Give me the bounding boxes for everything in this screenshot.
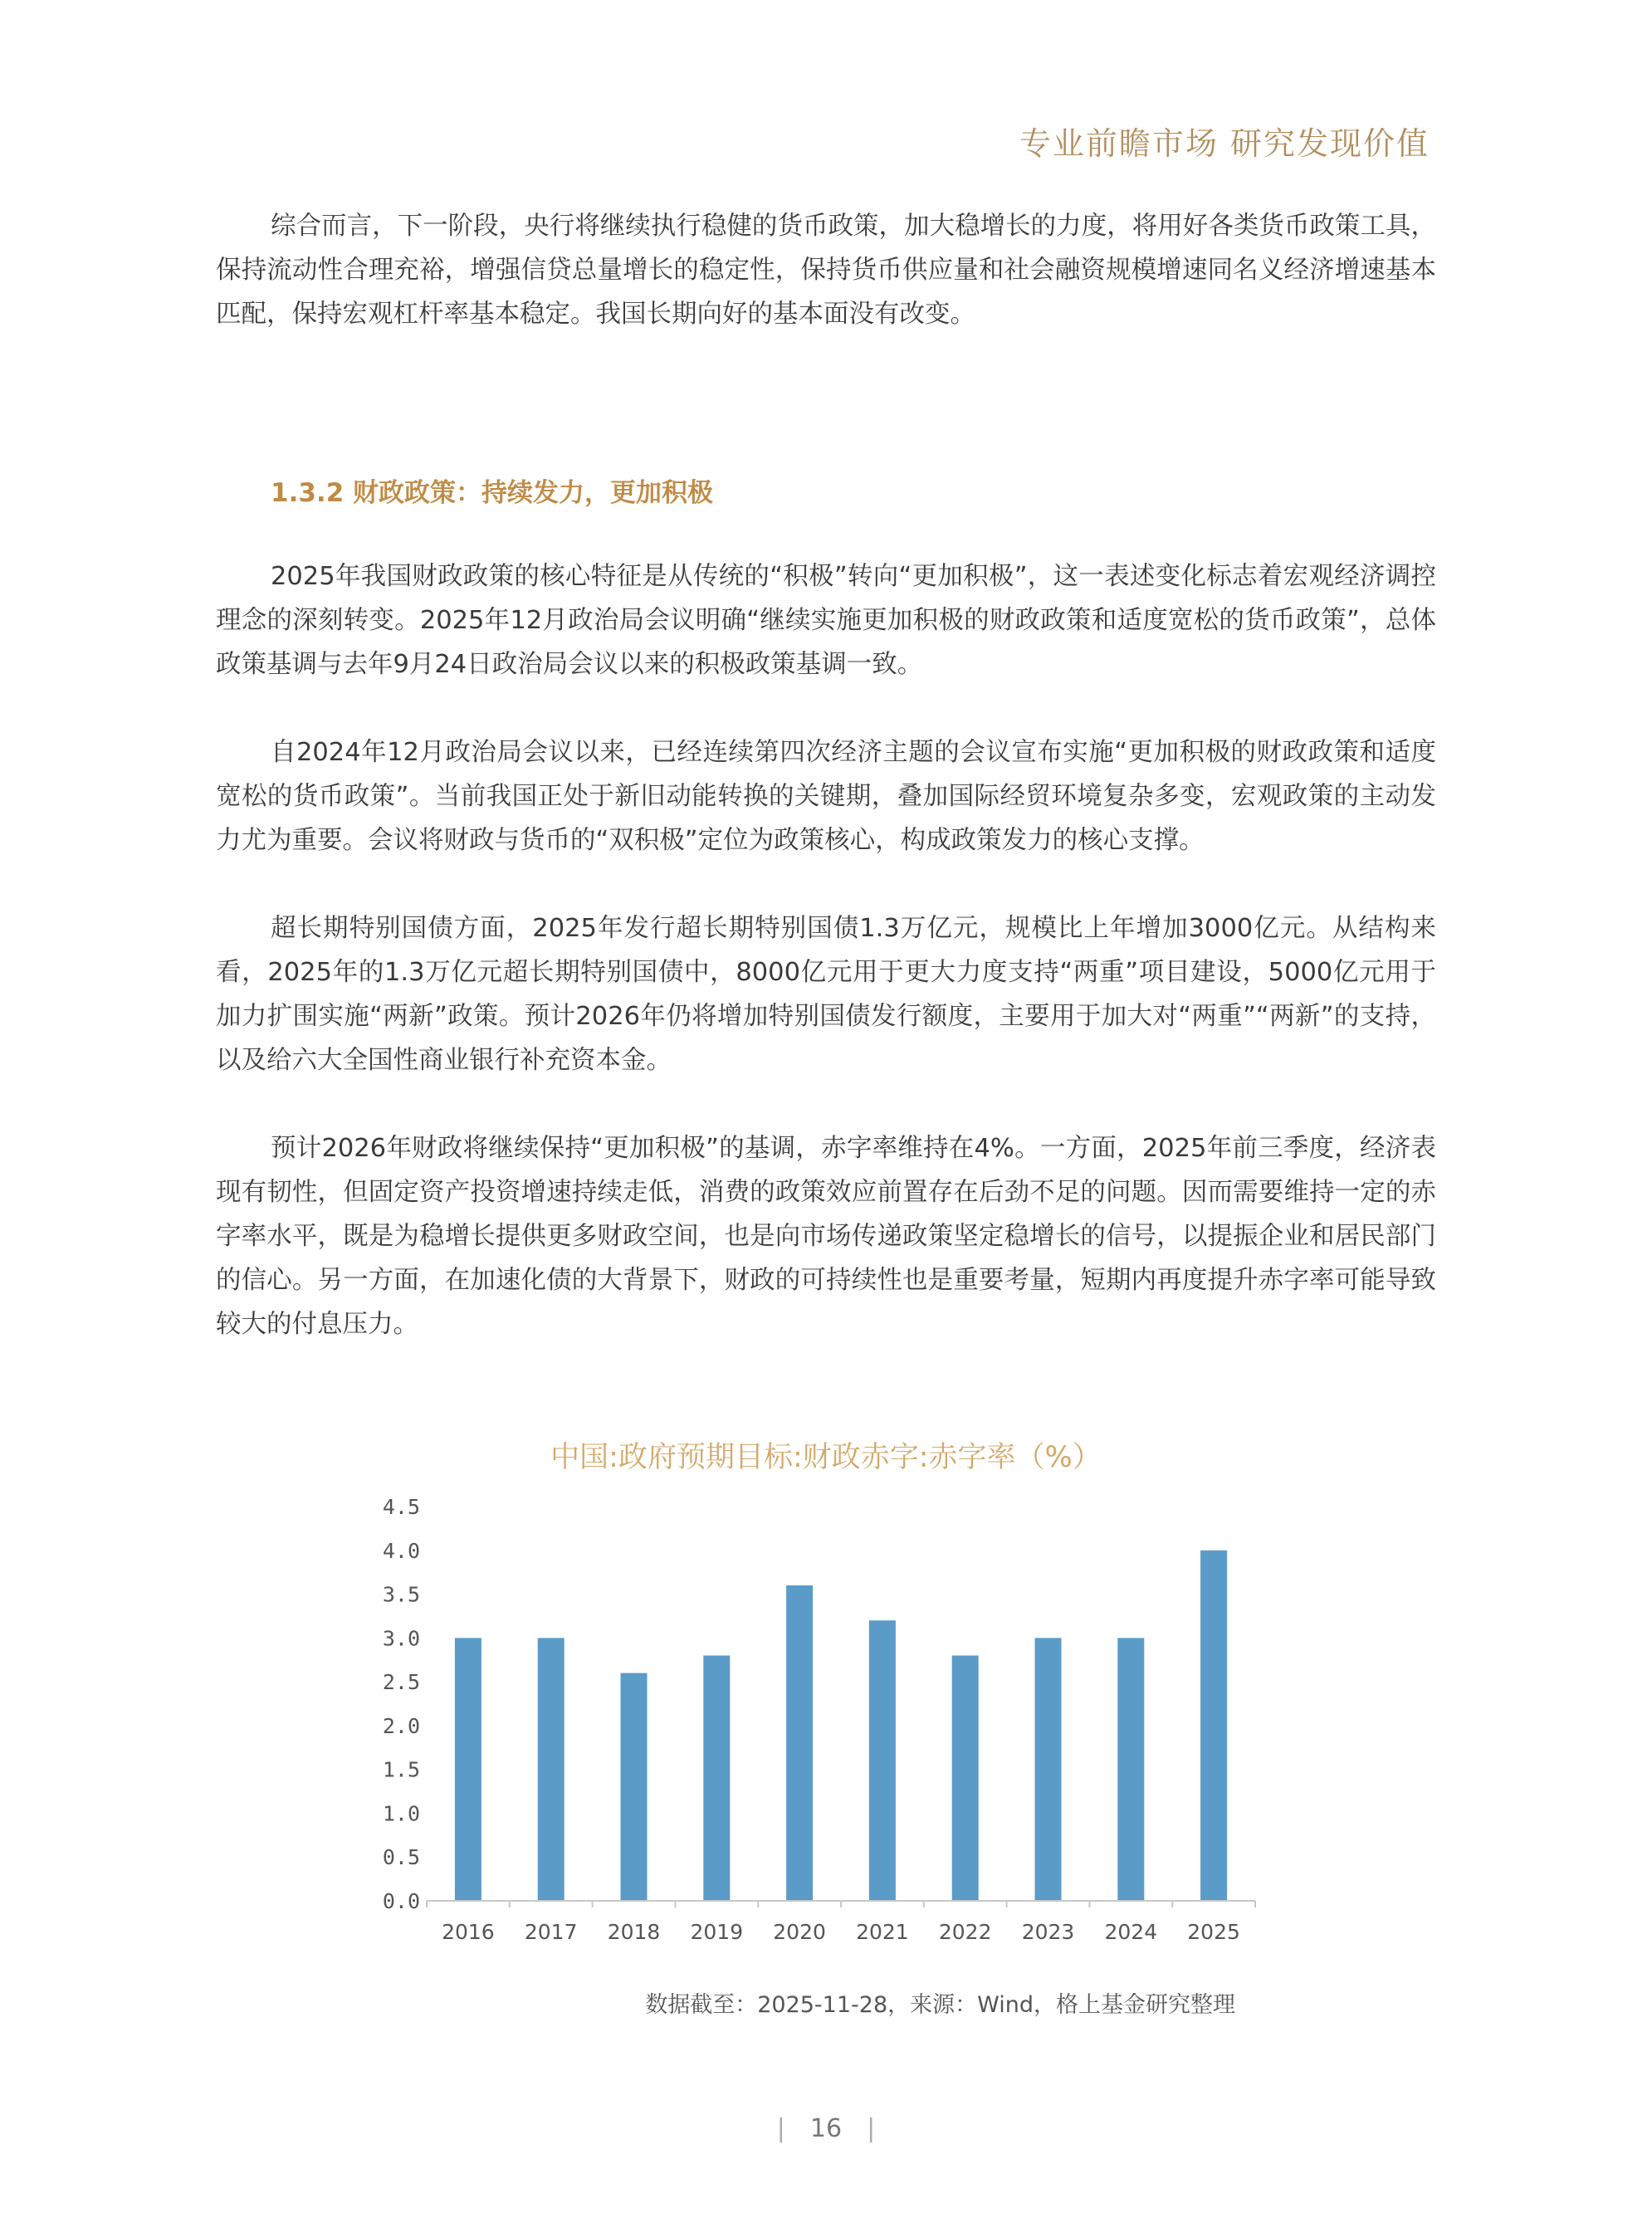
bars (455, 1551, 1227, 1901)
bar-2021 (869, 1620, 896, 1901)
source-note: 数据截至：2025-11-28，来源：Wind，格上基金研究整理 (645, 1992, 1235, 2018)
x-tick-label-2024: 2024 (1104, 1920, 1158, 1944)
deficit-rate-bar-chart (349, 1482, 1278, 1963)
y-tick-label: 1.5 (382, 1757, 420, 1782)
x-tick-label-2023: 2023 (1021, 1920, 1075, 1944)
paragraph-deficit-outlook: 预计2026年财政将继续保持“更加积极”的基调，赤字率维持在4%。一方面，2025年前三季度，经济表现有韧性，但固定资产投资增速持续走低，消费的政策效应前置存在后劲不足的问题。因而需要维持一定的赤字率水平，既是为稳增长提供更多财政空间，也是向市场传递政策坚定稳增长的信号，以提振企业和居民部门的信心。另一方面，在加速化债的大背景下，财政的可持续性也是重要考量，短期内再度提升赤字率可能导致较大的付息压力。 (216, 1134, 1436, 1339)
page-number (0, 2114, 1652, 2143)
bar-2025 (1200, 1551, 1227, 1901)
y-tick-label: 3.0 (382, 1626, 420, 1651)
x-tick-label-2025: 2025 (1187, 1920, 1240, 1944)
header-slogan: 专业前瞻市场 研究发现价值 (1019, 125, 1430, 162)
bar-2018 (621, 1673, 648, 1901)
y-axis-labels (383, 1495, 420, 1913)
x-tick-label-2017: 2017 (524, 1920, 578, 1944)
y-tick-label: 0.0 (382, 1889, 420, 1913)
bar-2024 (1117, 1638, 1144, 1901)
bar-2022 (952, 1655, 979, 1901)
paragraph-special-bonds: 超长期特别国债方面，2025年发行超长期特别国债1.3万亿元，规模比上年增加3000亿元。从结构来看，2025年的1.3万亿元超长期特别国债中，8000亿元用于更大力度支持“两重”项目建设，5000亿元用于加力扩围实施“两新”政策。预计2026年仍将增加特别国债发行额度，主要用于加大对“两重”“两新”的支持，以及给六大全国性商业银行补充资本金。 (216, 914, 1436, 1075)
page-separator-left: | (776, 2114, 785, 2143)
bar-2016 (455, 1638, 481, 1901)
x-axis-labels (442, 1920, 1240, 1944)
bar-2023 (1035, 1638, 1062, 1901)
y-tick-label: 4.0 (382, 1538, 420, 1563)
paragraph-fiscal-core: 2025年我国财政政策的核心特征是从传统的“积极”转向“更加积极”，这一表述变化标志着宏观经济调控理念的深刻转变。2025年12月政治局会议明确“继续实施更加积极的财政政策和适度宽松的货币政策”，总体政策基调与去年9月24日政治局会议以来的积极政策基调一致。 (216, 562, 1436, 679)
chart-title: 中国:政府预期目标:财政赤字:赤字率（%） (550, 1441, 1102, 1474)
y-tick-label: 2.5 (382, 1670, 420, 1695)
x-tick-label-2016: 2016 (442, 1920, 495, 1944)
bar-2017 (538, 1638, 565, 1901)
page-number-value: 16 (809, 2114, 843, 2143)
x-tick-label-2022: 2022 (938, 1920, 992, 1944)
y-tick-label: 0.5 (382, 1845, 420, 1870)
x-tick-label-2021: 2021 (856, 1920, 909, 1944)
x-ticks (427, 1901, 1255, 1907)
x-tick-label-2020: 2020 (773, 1920, 826, 1944)
page-separator-right: | (867, 2114, 876, 2143)
bar-2020 (786, 1585, 813, 1901)
x-tick-label-2018: 2018 (607, 1920, 661, 1944)
x-tick-label-2019: 2019 (690, 1920, 744, 1944)
y-tick-label: 2.0 (382, 1713, 420, 1738)
bar-2019 (703, 1655, 730, 1901)
y-tick-label: 1.0 (382, 1801, 420, 1826)
section-heading: 1.3.2 财政政策：持续发力，更加积极 (271, 478, 714, 508)
paragraph-monetary-summary: 综合而言，下一阶段，央行将继续执行稳健的货币政策，加大稳增长的力度，将用好各类货币政策工具，保持流动性合理充裕，增强信贷总量增长的稳定性，保持货币供应量和社会融资规模增速同名义经济增速基本匹配，保持宏观杠杆率基本稳定。我国长期向好的基本面没有改变。 (216, 212, 1436, 329)
y-tick-label: 3.5 (382, 1582, 420, 1607)
y-tick-label: 4.5 (382, 1495, 420, 1519)
paragraph-dual-active: 自2024年12月政治局会议以来，已经连续第四次经济主题的会议宣布实施“更加积极的财政政策和适度宽松的货币政策”。当前我国正处于新旧动能转换的关键期，叠加国际经贸环境复杂多变，宏观政策的主动发力尤为重要。会议将财政与货币的“双积极”定位为政策核心，构成政策发力的核心支撑。 (216, 738, 1436, 855)
